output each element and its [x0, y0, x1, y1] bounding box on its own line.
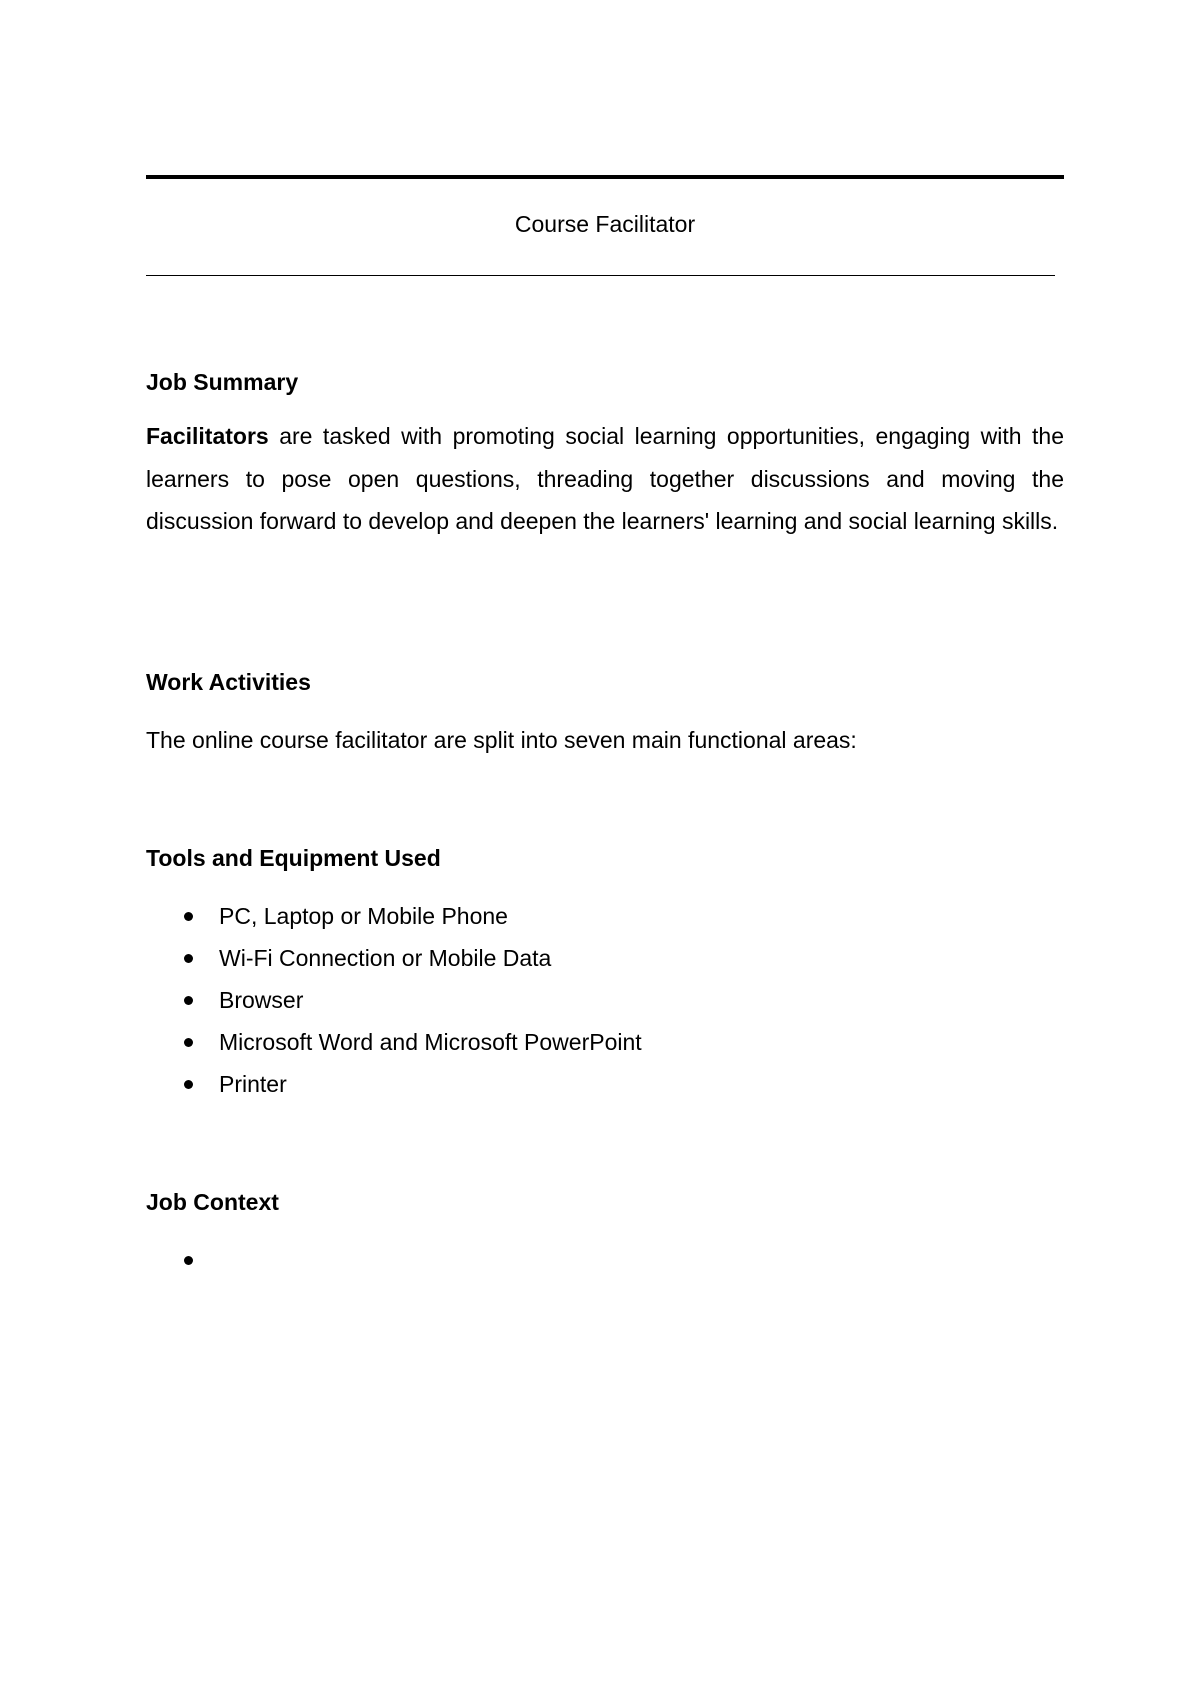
- bullet-icon: [184, 912, 193, 921]
- bullet-icon: [184, 1256, 193, 1265]
- job-summary-paragraph: [146, 415, 1064, 543]
- top-horizontal-rule: [146, 175, 1064, 179]
- work-activities-heading: Work Activities: [146, 669, 311, 695]
- job-summary-body: are tasked with promoting social learning opportunities, engaging with the learners to pose open questions, threading together discussions and moving the discussion forward to develop and deepen the learners' learning and social learning skills.: [146, 423, 1064, 534]
- list-item-text: PC, Laptop or Mobile Phone: [219, 903, 508, 929]
- bullet-icon: [184, 1080, 193, 1089]
- bullet-icon: [184, 996, 193, 1005]
- list-item-text: Wi-Fi Connection or Mobile Data: [219, 945, 552, 971]
- job-summary-heading: Job Summary: [146, 369, 299, 395]
- job-context-list: [146, 1245, 219, 1287]
- list-item: [146, 901, 642, 943]
- list-item: [146, 985, 642, 1027]
- tools-list: [146, 901, 642, 1111]
- title-underline-rule: [146, 275, 1055, 276]
- list-item: [146, 1027, 642, 1069]
- work-activities-body: The online course facilitator are split into seven main functional areas:: [146, 727, 857, 753]
- list-item: [146, 1069, 642, 1111]
- list-item-text: Printer: [219, 1071, 287, 1097]
- list-item: [146, 1245, 219, 1287]
- job-context-heading: Job Context: [146, 1189, 279, 1215]
- list-item: [146, 943, 642, 985]
- list-item-text: Browser: [219, 987, 304, 1013]
- tools-heading: Tools and Equipment Used: [146, 845, 441, 871]
- job-summary-lead-bold: Facilitators: [146, 423, 269, 449]
- document-title: Course Facilitator: [514, 211, 696, 237]
- list-item-text: Microsoft Word and Microsoft PowerPoint: [219, 1029, 642, 1055]
- bullet-icon: [184, 954, 193, 963]
- bullet-icon: [184, 1038, 193, 1047]
